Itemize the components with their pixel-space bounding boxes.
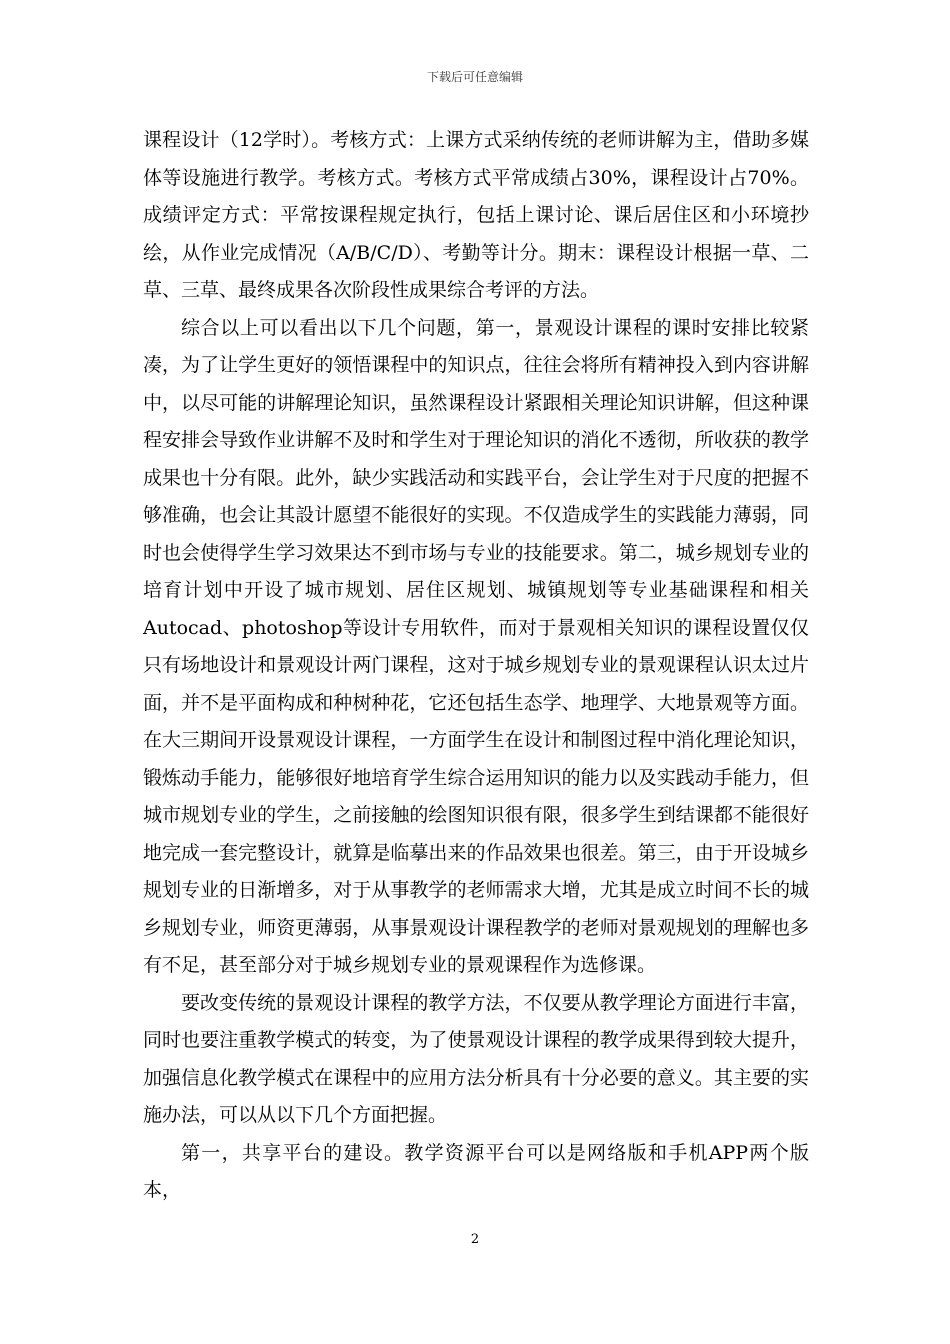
page-header: 下载后可任意编辑 <box>426 70 523 84</box>
paragraph-shared-platform: 第一，共享平台的建设。教学资源平台可以是网络版和手机APP两个版本， <box>143 1141 809 1201</box>
page-number: 2 <box>470 1232 480 1247</box>
paragraph-teaching-reform: 要改变传统的景观设计课程的教学方法，不仅要从教学理论方面进行丰富，同时也要注重教学模式的转变，为了使景观设计课程的教学成果得到较大提升，加强信息化教学模式在课程中的应用方法分析具有十分必要的意义。其主要的实施办法，可以从以下几个方面把握。 <box>143 991 809 1126</box>
paragraph-problems-analysis: 综合以上可以看出以下几个问题，第一，景观设计课程的课时安排比较紧凑，为了让学生更好的领悟课程中的知识点，往往会将所有精神投入到内容讲解中，以尽可能的讲解理论知识，虽然课程设计紧跟相关理论知识讲解，但这种课程安排会导致作业讲解不及时和学生对于理论知识的消化不透彻，所收获的教学成果也十分有限。此外，缺少实践活动和实践平台，会让学生对于尺度的把握不够准确，也会让其設计愿望不能很好的实现。不仅造成学生的实践能力薄弱，同时也会使得学生学习效果达不到市场与专业的技能要求。第二，城乡规划专业的培育计划中开设了城市规划、居住区规划、城镇规划等专业基础课程和相关Autocad、photoshop等设计专用软件，而对于景观相关知识的课程设置仅仅只有场地设计和景观设计两门课程，这对于城乡规划专业的景观课程认识太过片面，并不是平面构成和种树种花，它还包括生态学、地理学、大地景观等方面。在大三期间开设景观设计课程，一方面学生在设计和制图过程中消化理论知识，锻炼动手能力，能够很好地培育学生综合运用知识的能力以及实践动手能力，但城市规划专业的学生，之前接触的绘图知识很有限，很多学生到结课都不能很好地完成一套完整设计，就算是临摹出来的作品效果也很差。第三，由于开设城乡规划专业的日渐增多，对于从事教学的老师需求大增，尤其是成立时间不长的城乡规划专业，师资更薄弱，从事景观设计课程教学的老师对景观规划的理解也多有不足，甚至部分对于城乡规划专业的景观课程作为选修课。 <box>143 316 809 976</box>
document-body <box>143 122 809 1210</box>
paragraph-course-assessment: 课程设计（12学时）。考核方式：上课方式采纳传统的老师讲解为主，借助多媒体等设施进行教学。考核方式。考核方式平常成绩占30%，课程设计占70%。成绩评定方式：平常按课程规定执行，包括上课讨论、课后居住区和小环境抄绘，从作业完成情况（A/B/C/D）、考勤等计分。期末：课程设计根据一草、二草、三草、最终成果各次阶段性成果综合考评的方法。 <box>143 129 809 301</box>
